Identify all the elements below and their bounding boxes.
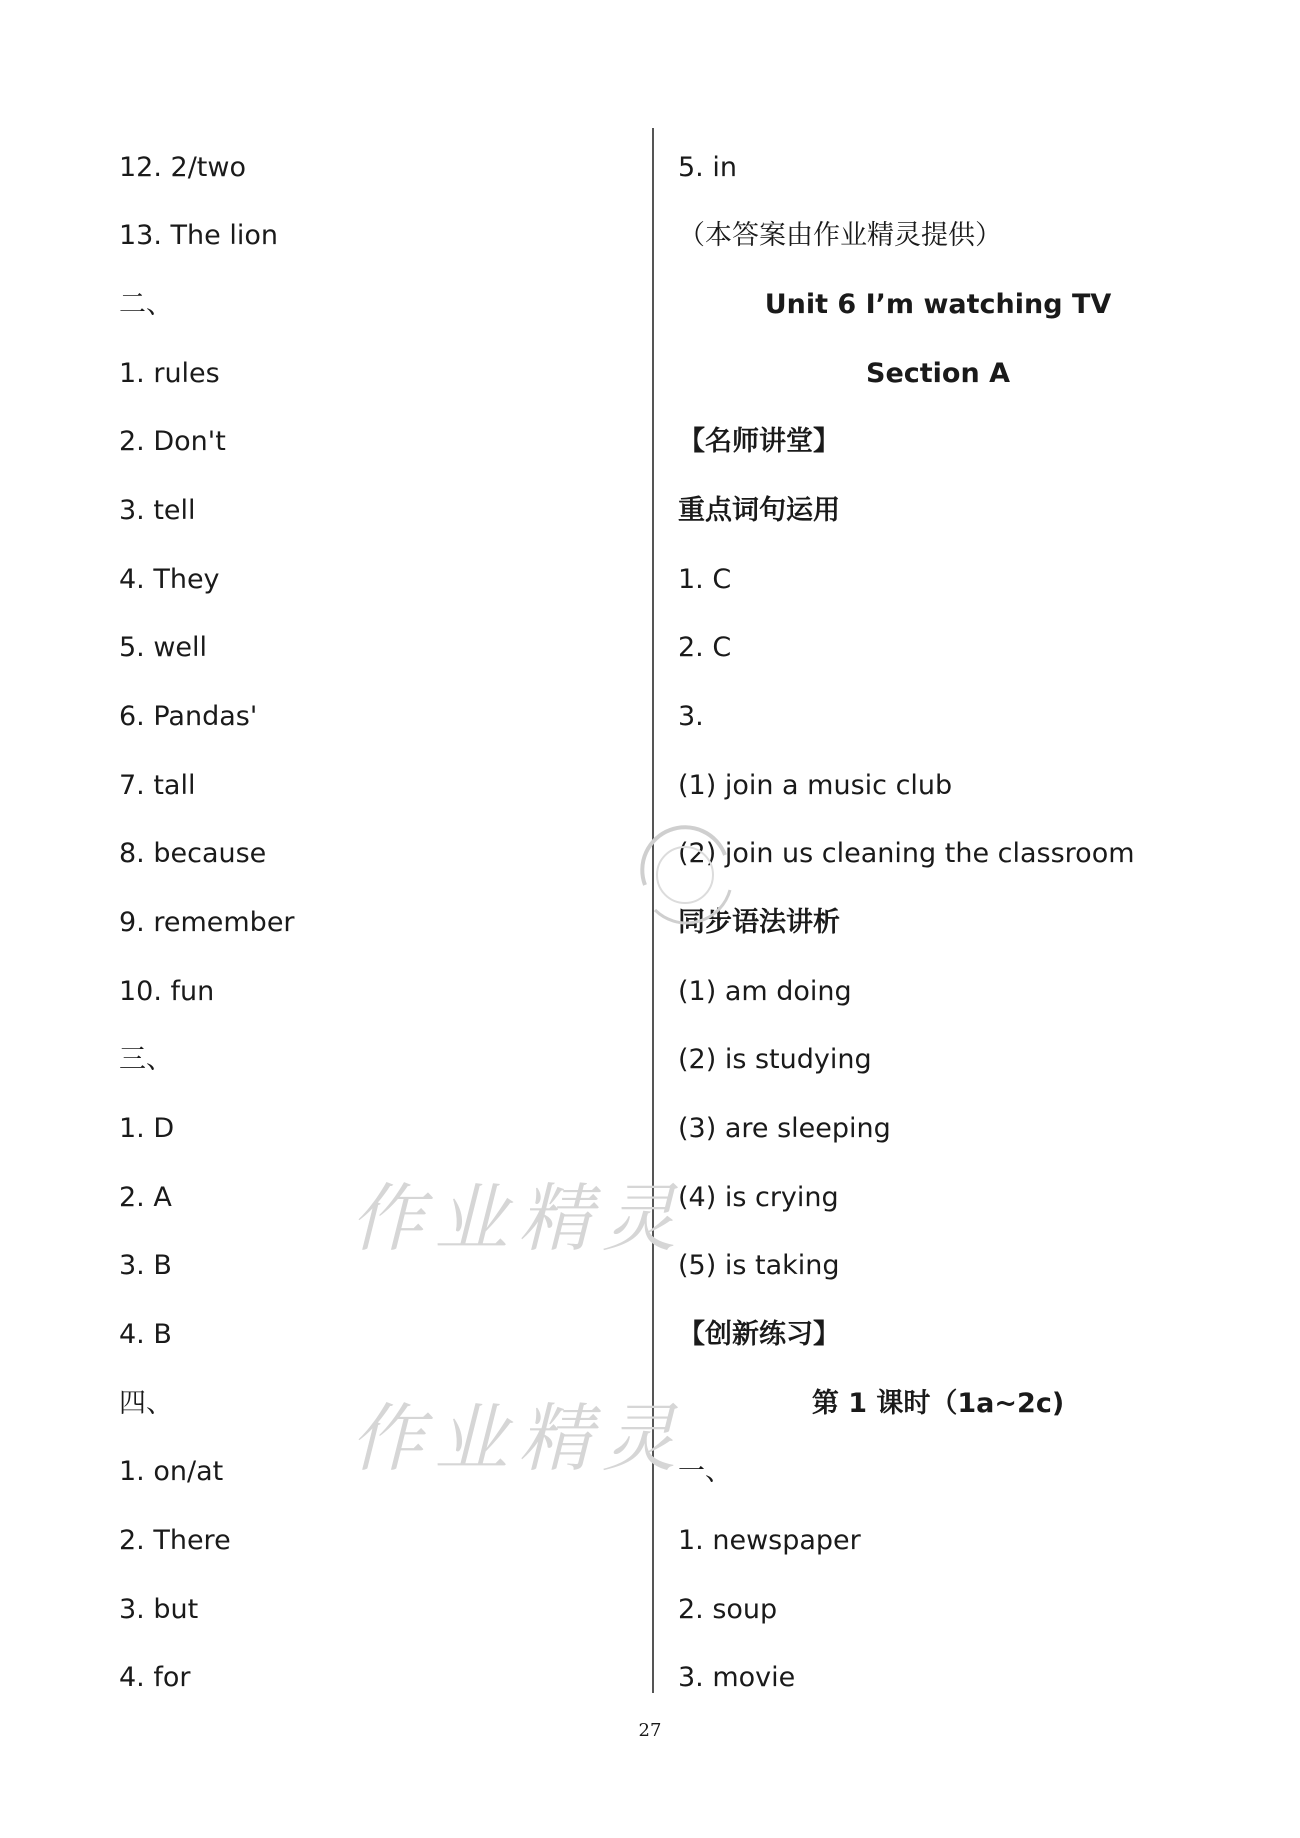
list-item: (2) join us cleaning the classroom — [678, 838, 1135, 869]
list-item: 12. 2/two — [119, 152, 246, 183]
watermark-stamp-icon — [625, 815, 745, 935]
list-item: 3. B — [119, 1250, 172, 1281]
list-item: 2. A — [119, 1182, 172, 1213]
list-item: 8. because — [119, 838, 267, 869]
credit-note: （本答案由作业精灵提供） — [678, 220, 1002, 251]
list-item: 2. C — [678, 632, 732, 663]
list-item: 4. They — [119, 564, 220, 595]
list-item: (5) is taking — [678, 1250, 840, 1281]
list-item: 9. remember — [119, 907, 295, 938]
grammar-heading: 同步语法讲析 — [678, 907, 840, 938]
section-title: Section A — [866, 358, 1010, 389]
list-item: 3. — [678, 701, 704, 732]
practice-heading: 【创新练习】 — [678, 1319, 840, 1350]
section-marker: 四、 — [119, 1388, 173, 1419]
list-item: 3. but — [119, 1594, 199, 1625]
section-marker: 三、 — [119, 1044, 173, 1075]
list-item: 5. in — [678, 152, 737, 183]
list-item: 4. B — [119, 1319, 172, 1350]
section-marker: 一、 — [678, 1456, 732, 1487]
list-item: 5. well — [119, 632, 208, 663]
list-item: 1. D — [119, 1113, 175, 1144]
lesson-title: 第 1 课时（1a~2c) — [811, 1388, 1065, 1419]
list-item: 3. movie — [678, 1662, 796, 1693]
teacher-heading: 【名师讲堂】 — [678, 426, 840, 457]
list-item: 2. soup — [678, 1594, 778, 1625]
list-item: 1. rules — [119, 358, 220, 389]
watermark-text: 作业精灵 — [350, 1396, 686, 1482]
list-item: 4. for — [119, 1662, 191, 1693]
list-item: 1. on/at — [119, 1456, 224, 1487]
section-marker: 二、 — [119, 289, 173, 320]
list-item: (1) am doing — [678, 976, 852, 1007]
page-number: 27 — [638, 1720, 662, 1741]
list-item: 2. There — [119, 1525, 231, 1556]
list-item: 3. tell — [119, 495, 196, 526]
list-item: (1) join a music club — [678, 770, 953, 801]
list-item: 13. The lion — [119, 220, 278, 251]
vocab-heading: 重点词句运用 — [678, 495, 840, 526]
list-item: 7. tall — [119, 770, 196, 801]
watermark-text: 作业精灵 — [350, 1176, 686, 1262]
list-item: 2. Don't — [119, 426, 226, 457]
list-item: 10. fun — [119, 976, 215, 1007]
list-item: 1. newspaper — [678, 1525, 861, 1556]
list-item: (4) is crying — [678, 1182, 839, 1213]
list-item: (3) are sleeping — [678, 1113, 891, 1144]
list-item: (2) is studying — [678, 1044, 872, 1075]
list-item: 1. C — [678, 564, 732, 595]
unit-title: Unit 6 I’m watching TV — [764, 289, 1112, 320]
list-item: 6. Pandas' — [119, 701, 258, 732]
